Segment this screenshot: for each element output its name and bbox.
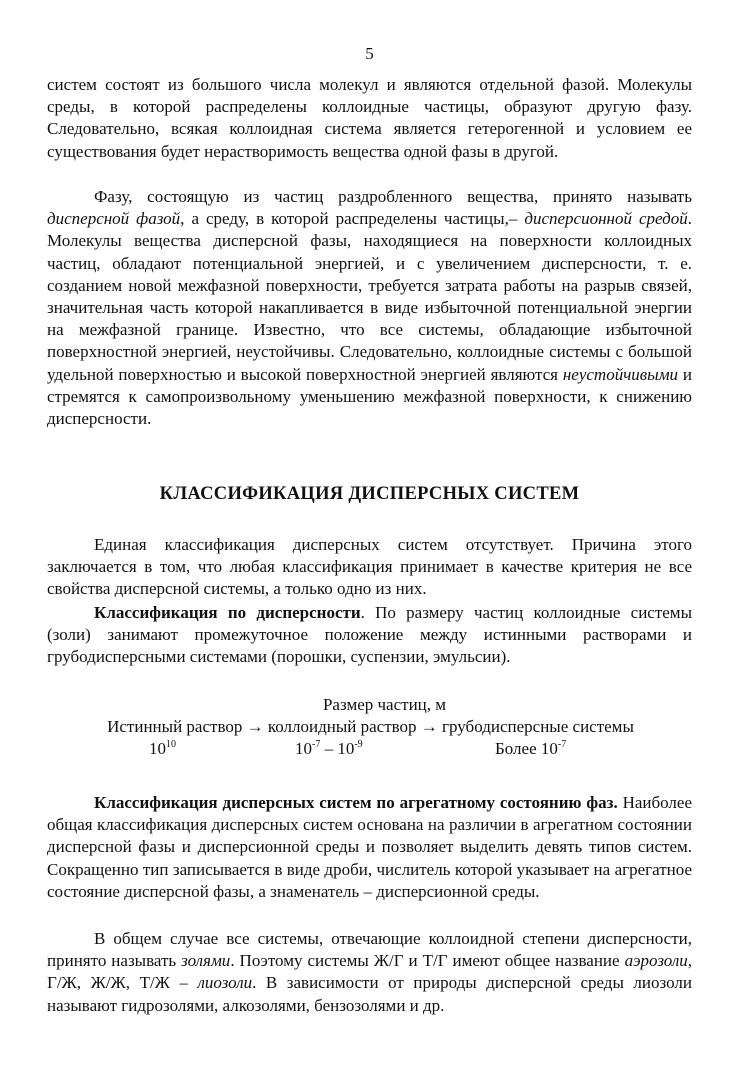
text-run: , а среду, в которой распределены частицы,– [180,209,525,229]
text-run: . Молекулы вещества дисперсной фазы, находящиеся на поверхности коллоидных частиц, обладают потенциальной энергией, и с увеличением дисперсности, т. е. созданием новой межфазной поверхности, требуется затрата работы на разрыв связей, значительная часть которой накапливается в виде избыточной потенциальной энергии на межфазной границе. Известно, что все системы, обладающие избыточной поверхностной энергией, неустойчивы. Следовательно, коллоидные системы с большой удельной поверхностью и высокой поверхностной энергией являются [47,209,692,384]
text-run: . В зависимости от природы дисперсной среды лиозоли называют гидрозолями, алкозолями, бензозолями и др. [47,973,692,1015]
page-number: 5 [365,44,374,63]
particle-size-scheme [47,694,692,760]
term-aerosols: аэрозоли [624,951,688,971]
scheme-values [47,738,692,760]
paragraph-by-aggregate-state [47,792,692,903]
text-run: Фазу, состоящую из частиц раздробленного вещества, принято называть [94,187,692,206]
paragraph-text: Единая классификация дисперсных систем отсутствует. Причина этого заключается в том, что любая классификация принимает в качестве критерия не все свойства дисперсной системы, а только одно из них. [47,535,692,599]
term-dispersed-phase: дисперсной фазой [47,209,181,229]
value-coarse-systems: Более $10^{-7}$ [495,739,567,758]
text-run: и стремятся к самопроизвольному уменьшению межфазной поверхности, к снижению дисперсности. [47,364,692,429]
text-run: В общем случае все системы, отвечающие коллоидной степени дисперсности, принято называть [47,929,692,971]
text-run: , Г/Ж, Ж/Ж, Т/Ж – [47,951,692,993]
text-run: Наиболее общая классификация дисперсных систем основана на различии в агрегатном состоянии дисперсной фазы и дисперсионной среды и позволяет выделить девять типов систем. Сокращенно тип записывается в виде дроби, числитель которой указывает на агрегатное состояние дисперсной фазы, а знаменатель – дисперсионной среды. [47,793,692,901]
text-run: . Поэтому системы Ж/Г и Т/Г имеют общее название [230,951,625,971]
scheme-caption: Размер частиц, м [322,695,447,714]
text-run: . По размеру частиц коллоидные системы (золи) занимают промежуточное положение между истинными растворами и грубодисперсными системами (порошки, суспензии, эмульсии). [47,603,692,667]
paragraph-text: систем состоят из большого числа молекул и являются отдельной фазой. Молекулы среды, в которой распределены коллоидные частицы, образуют другую фазу. Следовательно, всякая коллоидная система является гетерогенной и условием ее существования будет нерастворимость вещества одной фазы в другой. [47,75,692,161]
scheme-chain: Истинный раствор → коллоидный раствор → грубодисперсные системы [107,717,634,736]
section-heading: КЛАССИФИКАЦИЯ ДИСПЕРСНЫХ СИСТЕМ [159,484,580,504]
term-sols: золями [181,951,231,971]
paragraph-by-dispersity [47,602,692,669]
value-true-solution: $10^{10}$ [149,739,176,758]
paragraph-dispersed-phase [47,186,692,430]
paragraph-continuation [47,74,692,163]
term-lyosols: лиозоли [197,973,253,993]
paragraph-classification-intro [47,534,692,601]
lead-phrase: Классификация по дисперсности [94,603,361,622]
lead-phrase: Классификация дисперсных систем по агрегатному состоянию фаз. [94,793,618,812]
term-unstable: неустойчивыми [562,364,679,384]
value-colloid-solution: $10^{-7} - 10^{-9}$ [295,739,363,758]
term-dispersion-medium: дисперсионной средой [524,209,688,229]
paragraph-sols [47,928,692,1017]
